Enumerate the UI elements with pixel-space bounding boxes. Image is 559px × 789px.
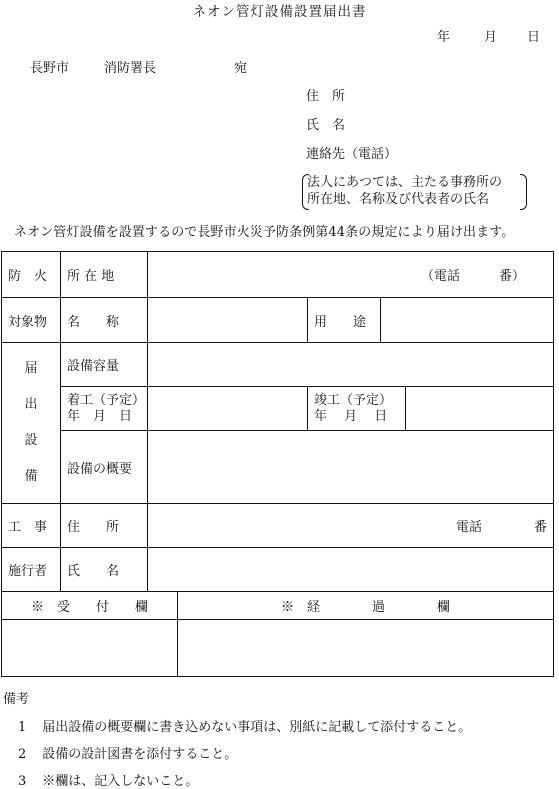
date-month: 月 [484, 30, 498, 45]
equipment-finish-field[interactable] [406, 387, 554, 431]
equipment-start-label-line1: 着工（予定） [67, 392, 146, 408]
equipment-overview-row [2, 431, 554, 504]
equipment-group-char-3: 設 [24, 433, 38, 448]
office-header-row [2, 592, 554, 620]
remark-text-2: 設備の設計図書を添付すること。 [42, 747, 238, 762]
remarks-heading: 備考 [3, 692, 30, 707]
equipment-group-label [2, 343, 61, 504]
equipment-capacity-label: 設備容量 [61, 343, 148, 387]
remark-item-1 [18, 716, 471, 735]
addressee-chief: 消防署長 [104, 61, 157, 76]
target-use-field[interactable] [381, 298, 554, 343]
intro-statement: ネオン管灯設備を設置するので長野市火災予防条例第44条の規定により届け出ます。 [14, 225, 515, 240]
notification-form-table [1, 251, 554, 677]
contractor-address-label: 住 所 [61, 504, 148, 548]
remark-num-2: 2 [18, 747, 27, 762]
equipment-finish-label-line1: 竣工（予定） [314, 392, 393, 408]
equipment-capacity-field[interactable] [148, 343, 554, 387]
remark-num-1: 1 [18, 720, 27, 735]
contractor-address-field[interactable] [148, 504, 554, 548]
reception-header: ※ 受 付 欄 [2, 592, 178, 620]
target-group-bottom: 対象物 [2, 298, 61, 343]
applicant-name-label: 氏 名 [306, 118, 346, 133]
remark-text-3: ※欄は、記入しないこと。 [42, 774, 199, 789]
equipment-group-char-1: 届 [24, 361, 38, 376]
target-use-label: 用 途 [308, 298, 381, 343]
equipment-start-label [61, 387, 148, 431]
target-location-label: 所 在 地 [61, 252, 148, 298]
equipment-start-label-line2: 年 月 日 [67, 408, 133, 424]
equipment-finish-label-line2: 年 月 日 [314, 408, 388, 424]
contractor-phone-label: 電話 番 [456, 520, 548, 535]
equipment-finish-label [308, 387, 406, 431]
form-title: ネオン管灯設備設置届出書 [192, 4, 367, 20]
target-phone-label: （電話 番） [421, 269, 526, 284]
equipment-dates-row [2, 387, 554, 431]
applicant-contact-label: 連絡先（電話） [306, 147, 398, 162]
equipment-overview-field[interactable] [148, 431, 554, 504]
reception-field [2, 620, 178, 677]
contractor-name-label: 氏 名 [61, 548, 148, 592]
equipment-group-char-4: 備 [24, 469, 38, 484]
equipment-capacity-row [2, 343, 554, 387]
target-location-field[interactable] [148, 252, 554, 298]
addressee-city: 長野市 [30, 61, 70, 76]
target-name-field[interactable] [148, 298, 308, 343]
progress-header: ※ 経 過 欄 [178, 592, 554, 620]
contractor-address-row [2, 504, 554, 548]
remark-num-3: 3 [18, 774, 27, 789]
target-location-row [2, 252, 554, 298]
contractor-group-bottom: 施行者 [2, 548, 61, 592]
target-name-label: 名 称 [61, 298, 148, 343]
corp-note [307, 174, 502, 208]
target-name-row [2, 298, 554, 343]
date-year: 年 [437, 30, 451, 45]
remark-text-1: 届出設備の概要欄に書き込めない事項は、別紙に記載して添付すること。 [42, 720, 472, 735]
equipment-group-char-2: 出 [24, 397, 38, 412]
remark-item-3 [18, 770, 198, 789]
date-day: 日 [527, 30, 541, 45]
corp-note-line1: 法人にあつては、主たる事務所の [307, 175, 503, 190]
equipment-start-field[interactable] [148, 387, 308, 431]
target-group-top: 防 火 [2, 252, 61, 298]
equipment-overview-label: 設備の概要 [61, 431, 148, 504]
contractor-name-row [2, 548, 554, 592]
remark-item-2 [18, 743, 237, 762]
addressee-honorific: 宛 [234, 61, 248, 76]
applicant-address-label: 住 所 [306, 89, 346, 104]
office-body-row [2, 620, 554, 677]
contractor-name-field[interactable] [148, 548, 554, 592]
contractor-group-top: 工 事 [2, 504, 61, 548]
corp-note-close-paren [520, 174, 527, 210]
progress-field [178, 620, 554, 677]
corp-note-line2: 所在地、名称及び代表者の氏名 [307, 192, 490, 207]
